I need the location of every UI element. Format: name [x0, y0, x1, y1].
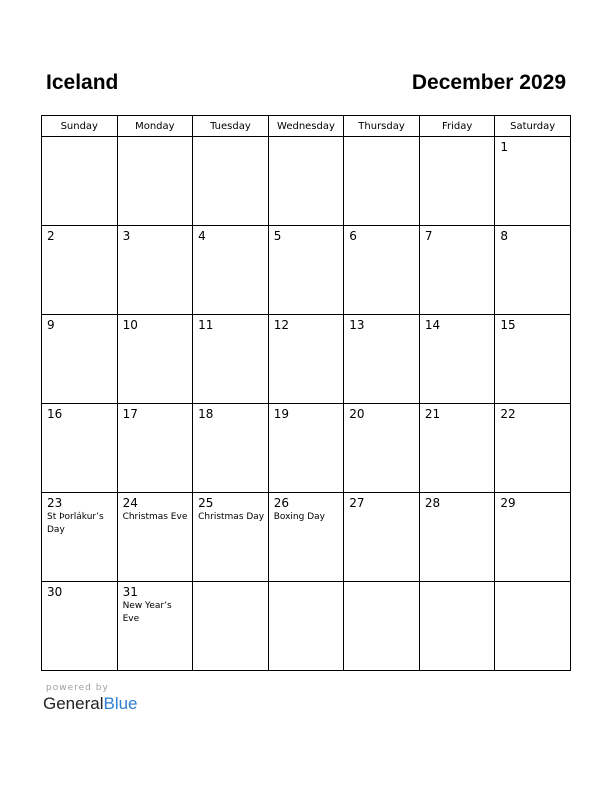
- day-cell: [419, 137, 495, 226]
- day-number: 2: [47, 229, 55, 243]
- day-cell: [419, 582, 495, 671]
- day-cell-content: [193, 404, 268, 422]
- day-cell-content: [495, 315, 570, 333]
- day-cell-content: [344, 137, 419, 141]
- country-title: Iceland: [46, 71, 119, 94]
- day-cell-content: [495, 226, 570, 244]
- day-cell: [419, 315, 495, 404]
- day-cell-content: [118, 404, 193, 422]
- day-cell-content: [344, 226, 419, 244]
- day-number: 19: [273, 407, 289, 421]
- day-cell-content: [269, 226, 344, 244]
- day-number: 31: [122, 585, 138, 599]
- day-cell-content: [193, 582, 268, 586]
- day-cell: [268, 404, 344, 493]
- calendar-grid: [41, 115, 571, 671]
- day-cell-content: [269, 582, 344, 586]
- brand-blue: Blue: [103, 694, 138, 713]
- day-cell: [193, 404, 269, 493]
- day-cell: [117, 493, 193, 582]
- day-number: 17: [122, 407, 138, 421]
- day-cell-content: [42, 404, 117, 422]
- day-cell-content: [118, 137, 193, 141]
- day-number: 23: [47, 496, 63, 510]
- day-cell: [117, 315, 193, 404]
- day-cell: [495, 315, 571, 404]
- day-cell-content: [495, 493, 570, 511]
- weekday-thursday: Thursday: [344, 116, 420, 137]
- day-cell: [495, 582, 571, 671]
- powered-by-text: powered by: [46, 683, 109, 693]
- day-cell: [344, 137, 420, 226]
- day-cell-content: [495, 137, 570, 155]
- day-number: 15: [500, 318, 516, 332]
- day-cell-content: [269, 315, 344, 333]
- week-row: [42, 493, 571, 582]
- day-cell-content: [42, 493, 117, 537]
- day-cell: [268, 226, 344, 315]
- day-cell: [419, 226, 495, 315]
- weekday-monday: Monday: [117, 116, 193, 137]
- day-number: 24: [122, 496, 138, 510]
- day-cell: [193, 582, 269, 671]
- day-cell: [495, 404, 571, 493]
- weekday-sunday: Sunday: [42, 116, 118, 137]
- day-number: 16: [47, 407, 63, 421]
- day-cell: [344, 404, 420, 493]
- day-cell: [268, 493, 344, 582]
- day-cell: [495, 493, 571, 582]
- day-cell-content: [118, 226, 193, 244]
- day-number: 29: [500, 496, 516, 510]
- day-cell-content: [118, 493, 193, 524]
- day-cell: [419, 493, 495, 582]
- day-cell: [117, 226, 193, 315]
- day-number: 3: [122, 229, 131, 243]
- day-number: 10: [122, 318, 138, 332]
- weekday-friday: Friday: [419, 116, 495, 137]
- day-number: 7: [424, 229, 433, 243]
- day-number: 6: [349, 229, 357, 243]
- week-row: [42, 582, 571, 671]
- day-cell-content: [344, 493, 419, 511]
- holiday-label: Christmas Day: [198, 512, 265, 522]
- day-cell: [117, 137, 193, 226]
- day-cell: [344, 582, 420, 671]
- day-cell: [42, 226, 118, 315]
- day-number: 13: [349, 318, 365, 332]
- day-number: 12: [273, 318, 289, 332]
- day-number: 5: [273, 229, 282, 243]
- day-number: 27: [349, 496, 365, 510]
- weekday-wednesday: Wednesday: [268, 116, 344, 137]
- day-cell: [193, 315, 269, 404]
- day-cell-content: [420, 493, 495, 511]
- day-number: 30: [47, 585, 63, 599]
- day-cell-content: [495, 404, 570, 422]
- holiday-label: Boxing Day: [273, 512, 325, 522]
- day-number: 9: [47, 318, 55, 332]
- day-number: 18: [198, 407, 214, 421]
- day-cell: [117, 404, 193, 493]
- day-cell-content: [42, 315, 117, 333]
- week-row: [42, 226, 571, 315]
- day-cell: [42, 493, 118, 582]
- weekday-header-row: [42, 116, 571, 137]
- day-number: 20: [349, 407, 365, 421]
- day-cell-content: [118, 315, 193, 333]
- day-cell-content: [118, 582, 193, 626]
- day-cell-content: [420, 226, 495, 244]
- day-number: 28: [424, 496, 441, 510]
- holiday-label: St Þorlákur’s Day: [47, 512, 104, 535]
- month-year-title: December 2029: [411, 71, 566, 94]
- week-row: [42, 404, 571, 493]
- day-number: 25: [198, 496, 214, 510]
- day-cell: [193, 493, 269, 582]
- day-cell-content: [42, 582, 117, 600]
- day-cell: [495, 226, 571, 315]
- day-cell: [344, 493, 420, 582]
- day-cell: [193, 226, 269, 315]
- generalblue-logo[interactable]: [43, 694, 138, 714]
- week-row: [42, 137, 571, 226]
- day-cell: [193, 137, 269, 226]
- day-number: 1: [500, 140, 509, 154]
- day-cell-content: [344, 315, 419, 333]
- day-cell: [268, 582, 344, 671]
- day-cell-content: [42, 137, 117, 141]
- day-cell-content: [420, 137, 495, 141]
- day-number: 14: [424, 318, 441, 332]
- day-cell: [268, 137, 344, 226]
- day-cell-content: [495, 582, 570, 586]
- day-cell: [42, 315, 118, 404]
- day-cell-content: [193, 137, 268, 141]
- day-cell: [42, 582, 118, 671]
- day-cell-content: [193, 226, 268, 244]
- day-number: 8: [500, 229, 509, 243]
- brand-general: General: [43, 694, 104, 713]
- day-cell-content: [344, 404, 419, 422]
- day-cell: [268, 315, 344, 404]
- day-cell: [419, 404, 495, 493]
- week-row: [42, 315, 571, 404]
- day-number: 26: [273, 496, 289, 510]
- day-cell-content: [193, 315, 268, 333]
- day-number: 11: [198, 318, 214, 332]
- day-number: 4: [198, 229, 206, 243]
- holiday-label: New Year’s Eve: [122, 601, 172, 624]
- day-cell: [117, 582, 193, 671]
- holiday-label: Christmas Eve: [122, 512, 188, 522]
- day-cell-content: [269, 493, 344, 524]
- day-cell: [344, 226, 420, 315]
- day-cell: [495, 137, 571, 226]
- day-cell-content: [344, 582, 419, 586]
- day-cell: [344, 315, 420, 404]
- day-cell-content: [193, 493, 268, 524]
- day-cell: [42, 137, 118, 226]
- day-number: 22: [500, 407, 516, 421]
- day-cell-content: [420, 582, 495, 586]
- day-number: 21: [424, 407, 441, 421]
- weekday-saturday: Saturday: [495, 116, 571, 137]
- weekday-tuesday: Tuesday: [193, 116, 269, 137]
- day-cell-content: [269, 404, 344, 422]
- day-cell: [42, 404, 118, 493]
- day-cell-content: [420, 404, 495, 422]
- day-cell-content: [269, 137, 344, 141]
- day-cell-content: [420, 315, 495, 333]
- day-cell-content: [42, 226, 117, 244]
